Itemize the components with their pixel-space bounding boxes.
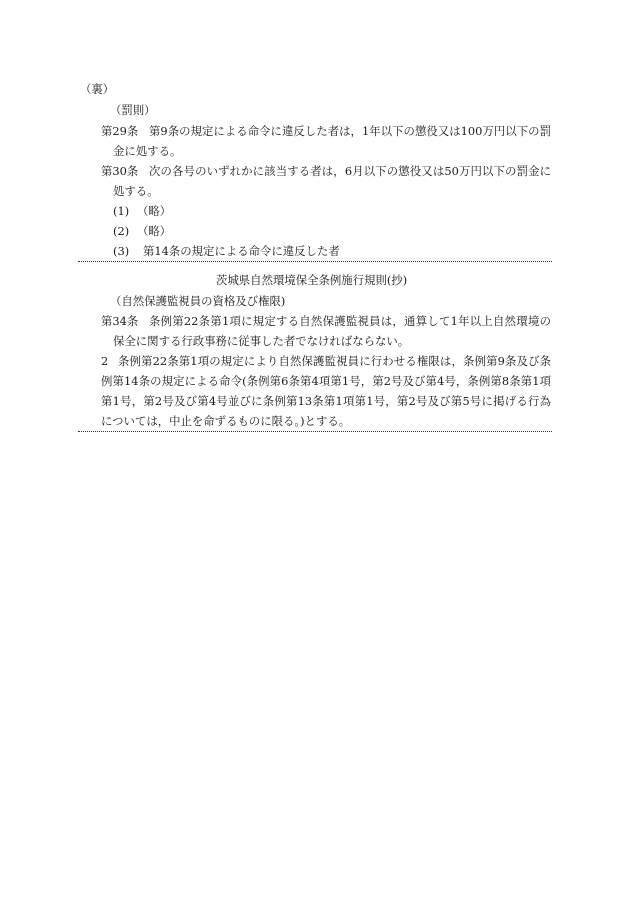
article-29-number: 第29条 [101,124,139,138]
article-34-line-2: 保全に関する行政事務に従事した者でなければならない。 [113,334,410,348]
paragraph-2-line-4: については，中止を命ずるものに限る。)とする。 [101,414,351,428]
article-30-item-3-text: 第14条の規定による命令に違反した者 [143,244,340,258]
dotted-divider-top [78,261,552,262]
regulation-title: 茨城県自然環境保全条例施行規則(抄) [216,273,408,287]
article-29-line-2: 金に処する。 [113,144,182,158]
dotted-divider-bottom [78,431,552,432]
article-30-item-1-text: （略） [137,204,172,218]
paragraph-2-line-2: 例第14条の規定による命令(条例第6条第4項第1号，第2号及び第4号，条例第8条第1項 [101,374,551,388]
paragraph-2-number: 2 [101,354,109,368]
paragraph-2-line-1: 条例第22条第1項の規定により自然保護監視員に行わせる権限は，条例第9条及び条 [118,354,551,368]
article-30-item-2-number: (2) [113,224,130,238]
monitor-heading: （自然保護監視員の資格及び権限) [110,294,286,308]
article-30-line-1: 次の各号のいずれかに該当する者は，6月以下の懲役又は50万円以下の罰金に [149,164,551,178]
article-30-item-2-text: （略） [137,224,172,238]
article-34-number: 第34条 [101,314,139,328]
article-30-item-1-number: (1) [113,204,130,218]
reverse-marker: （裏） [80,82,115,96]
penalty-heading: （罰則） [110,103,156,117]
article-29-line-1: 第9条の規定による命令に違反した者は，1年以下の懲役又は100万円以下の罰 [149,124,551,138]
article-34-line-1: 条例第22条第1項に規定する自然保護監視員は，通算して1年以上自然環境の [149,314,551,328]
article-30-line-2: 処する。 [113,184,159,198]
paragraph-2-line-3: 第1号，第2号及び第4号並びに条例第13条第1項第1号，第2号及び第5号に掲げる行為 [101,394,551,408]
article-30-item-3-number: (3) [113,244,130,258]
article-30-number: 第30条 [101,164,139,178]
